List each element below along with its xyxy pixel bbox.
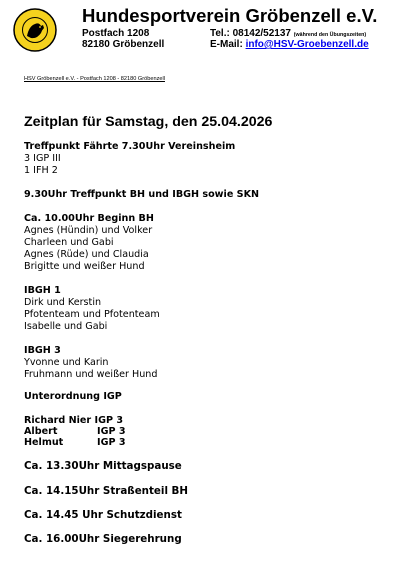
participant-name: Helmut xyxy=(24,437,64,448)
email-link[interactable]: info@HSV-Groebenzell.de xyxy=(245,39,369,50)
page-title: Zeitplan für Samstag, den 25.04.2026 xyxy=(24,114,273,130)
participant-level: IGP 3 xyxy=(97,426,126,437)
heading-awards: Ca. 16.00Uhr Siegerehrung xyxy=(24,533,182,545)
participant-name: Albert xyxy=(24,426,58,437)
heading-ibgh-3: IBGH 3 xyxy=(24,345,61,356)
participant-row xyxy=(24,437,126,449)
heading-ibgh-1: IBGH 1 xyxy=(24,285,61,296)
heading-protection: Ca. 14.45 Uhr Schutzdienst xyxy=(24,509,182,521)
club-name: Hundesportverein Gröbenzell e.V. xyxy=(82,5,378,26)
heading-bh-start: Ca. 10.00Uhr Beginn BH xyxy=(24,213,154,224)
club-logo xyxy=(13,8,57,52)
address-street: Postfach 1208 xyxy=(82,28,150,39)
email-line xyxy=(210,39,369,51)
list-item: Brigitte und weißer Hund xyxy=(24,261,145,272)
list-item: Agnes (Hündin) und Volker xyxy=(24,225,153,236)
list-item: 3 IGP III xyxy=(24,153,61,164)
participant-level: IGP 3 xyxy=(97,437,126,448)
list-item: 1 IFH 2 xyxy=(24,165,58,176)
telephone-number: Tel.: 08142/52137 xyxy=(210,28,291,39)
address-city: 82180 Gröbenzell xyxy=(82,39,165,50)
heading-obedience: Unterordnung IGP xyxy=(24,391,122,402)
heading-tracking: Treffpunkt Fährte 7.30Uhr Vereinsheim xyxy=(24,141,236,152)
list-item: Pfotenteam und Pfotenteam xyxy=(24,309,160,320)
sender-address-line: HSV Gröbenzell e.V. - Postfach 1208 - 82180 Gröbenzell xyxy=(24,76,165,82)
heading-street-part: Ca. 14.15Uhr Straßenteil BH xyxy=(24,485,189,497)
heading-meeting-bh: 9.30Uhr Treffpunkt BH und IBGH sowie SKN xyxy=(24,189,260,200)
heading-lunch: Ca. 13.30Uhr Mittagspause xyxy=(24,460,182,472)
telephone-note: (während den Übungszeiten) xyxy=(293,32,367,38)
list-item: Agnes (Rüde) und Claudia xyxy=(24,249,149,260)
list-item: Dirk und Kerstin xyxy=(24,297,102,308)
participant-name: Richard Nier IGP 3 xyxy=(24,415,123,426)
list-item: Charleen und Gabi xyxy=(24,237,114,248)
list-item: Isabelle und Gabi xyxy=(24,321,108,332)
email-label: E-Mail: xyxy=(210,39,243,50)
list-item: Fruhmann und weißer Hund xyxy=(24,369,158,380)
list-item: Yvonne und Karin xyxy=(24,357,109,368)
